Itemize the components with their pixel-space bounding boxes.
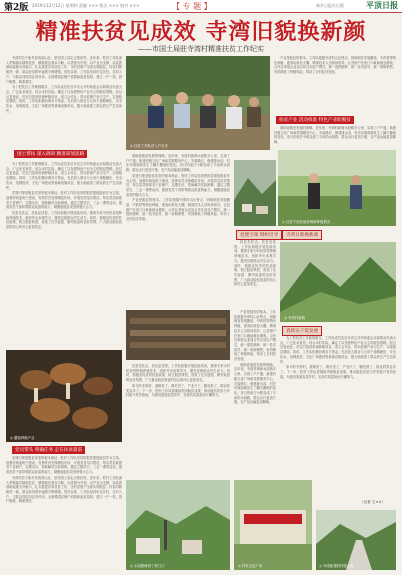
byline: （记者 王××） xyxy=(360,500,386,504)
intro-text: 寺湾村位于新乡县西部山区，是市国土局定点帮扶村。近年来，驻村工作队深入贯彻落实精准扶贫、精准脱贫基本方略，以党建为引领，以产业为支撑，以改善基础设施为突破口，扎实推进各项扶贫工作，全村贫困户全部实现脱贫，村容村貌焕然一新，群众获得感幸福感不断增强。驻村以来，工作队坚持吃住在村，走村入户，与群众同吃同住同劳动，全面摸清贫困户底数和致贫原因，建立一户一档，因户施策，精准帮扶。 为了把扶贫工作做细做实，工作队成员先后多次召开村两委会议和群众代表大会，广泛征求意见，结合本村实际，确定了以发展特色产业为主的脱贫思路。经过反复论证，决定引进食用菌种植项目，成立合作社，带动贫困户参与生产，实现稳定增收。同时，工作队积极协调各方资金，先后投入数百万元用于道路硬化、安全饮水、电网改造、文化广场建设等基础设施项目，极大地改善了群众的生产生活条件。 xyxy=(6,56,122,113)
caption-field-visit: ◎ 扶贫工作队员入户走访 xyxy=(130,144,168,148)
right-column-lower: 为了把扶贫工作做细做实，工作队成员先后多次召开村两委会议和群众代表大会，广泛征求意见，结合本村实际，确定了以发展特色产业为主的脱贫思路。经过反复论证，决定引进食用菌种植项目，成立合作社，带动贫困户参与生产，实现稳定增收。同时，工作队积极协调各方资金，先后投入数百万元用于道路硬化、安全饮水、电网改造、文化广场建设等基础设施项目，极大地改善了群众的生产生活条件。 如今的寺湾村，道路宽了，路灯亮了，产业兴了，腰包鼓了，群众的笑容多了。下一步，驻村工作队将继续巩固脱贫成果，推动脱贫攻坚与乡村振兴有效衔接，为建设美丽宜居乡村、实现共同富裕而不懈努力。 xyxy=(280,336,396,379)
subheadline: ——市国土局驻寺湾村精准扶贫工作纪实 xyxy=(138,45,264,53)
edition-note: 新乡日报社出版 xyxy=(316,3,344,8)
section-heading-party: 党建引领 组织引导 xyxy=(236,230,282,240)
caption-cement-road: ◎ 水泥路修到了家门口 xyxy=(130,564,165,568)
issue-meta: 2019年12月12日 星期四 责编 ××× 版式 ××× 校对 ××× xyxy=(32,3,140,8)
caption-village-road: ◎ 寺湾新建的村级公路 xyxy=(319,564,354,568)
photo-culture-square xyxy=(234,480,312,570)
masthead xyxy=(0,0,402,13)
section-heading-new-look: 寺湾日新换新颜 xyxy=(282,230,322,240)
right-column-text-1: 产业是脱贫的根本。工作队根据寺湾村山区特点，因地制宜发展蘑菇、中药材等特色种植，建成标准化大棚，聘请技术人员现场指导，让贫困户在家门口就能就业增收。合作社采取企业加合作社加农户模式，统一提供菌种、统一技术指导、统一收购销售，有效降低了种植风险，带动了全村经济发展。 xyxy=(274,56,396,75)
newspaper-logo: 平顶日报 xyxy=(366,0,398,10)
column3-lower: 产业是脱贫的根本。工作队根据寺湾村山区特点，因地制宜发展蘑菇、中药材等特色种植，建成标准化大棚，聘请技术人员现场指导，让贫困户在家门口就能就业增收。合作社采取企业加合作社加农户模式，统一提供菌种、统一技术指导、统一收购销售，有效降低了种植风险，带动了全村经济发展。 基础设施是发展的保障。近年来，寺湾村新修水泥路多公里，实现了户户通；新建村级文化广场和党群服务中心，安装路灯，修建排水沟，村庄环境面貌发生了翻天覆地的变化。昔日的泥泞小路变成了平坦的水泥路，群众出行更加方便，农产品运输更加顺畅。 xyxy=(234,310,276,405)
section-heading-industry: 扶贫产业 活动找准 特色产业助脱贫 xyxy=(276,116,354,124)
section-label: 【 专 题 】 xyxy=(172,2,212,11)
right-column-text-2: 基础设施是发展的保障。近年来，寺湾村新修水泥路多公里，实现了户户通；新建村级文化广场和党群服务中心，安装路灯，修建排水沟，村庄环境面貌发生了翻天覆地的变化。昔日的泥泞小路变成了平坦的水泥路，群众出行更加方便，农产品运输更加顺畅。 xyxy=(274,126,396,145)
photo-field-visit xyxy=(126,56,270,150)
column1-lower: 党建引领是脱贫攻坚的根本保证。驻村工作队坚持把抓党建促脱贫作为主线，加强村两委班子建设，发挥党员先锋模范作用，开展党员结对帮扶，每名党员联系若干贫困户，定期走访，帮助解决实际困难。通过主题党日、三会一课等活动，提高党员干部带领群众致富的能力，凝聚起脱贫攻坚的强大合力。 寺湾村位于新乡县西部山区，是市国土局定点帮扶村。近年来，驻村工作队深入贯彻落实精准扶贫、精准脱贫基本方略，以党建为引领，以产业为支撑，以改善基础设施为突破口，扎实推进各项扶贫工作，全村贫困户全部实现脱贫，村容村貌焕然一新，群众获得感幸福感不断增强。驻村以来，工作队坚持吃住在村，走村入户，与群众同吃同住同劳动，全面摸清贫困户底数和致贫原因，建立一户一档，因户施策，精准帮扶。 xyxy=(6,456,122,504)
photo-official-field xyxy=(278,150,396,226)
center-small-text: 扶贫先扶志，扶贫必扶智。工作队积极开展技能培训，邀请专家为村民讲授种植养殖技术，组织外出参观学习，激发贫困群众内生动力。同时，积极宣传党的扶贫政策，树立脱贫典型，营造了比学赶超、勤劳致富的良好氛围，广大群众脱贫致富的信心和决心更加坚定。 xyxy=(234,240,276,287)
photo-village xyxy=(234,160,276,226)
headline: 精准扶贫见成效 寺湾旧貌换新颜 xyxy=(35,19,367,45)
caption-hillside: ◎ 寺湾村新貌 xyxy=(284,316,305,320)
column1-body: 为了把扶贫工作做细做实，工作队成员先后多次召开村两委会议和群众代表大会，广泛征求意见，结合本村实际，确定了以发展特色产业为主的脱贫思路。经过反复论证，决定引进食用菌种植项目，成立合作社，带动贫困户参与生产，实现稳定增收。同时，工作队积极协调各方资金，先后投入数百万元用于道路硬化、安全饮水、电网改造、文化广场建设等基础设施项目，极大地改善了群众的生产生活条件。 党建引领是脱贫攻坚的根本保证。驻村工作队坚持把抓党建促脱贫作为主线，加强村两委班子建设，发挥党员先锋模范作用，开展党员结对帮扶，每名党员联系若干贫困户，定期走访，帮助解决实际困难。通过主题党日、三会一课等活动，提高党员干部带领群众致富的能力，凝聚起脱贫攻坚的强大合力。 扶贫先扶志，扶贫必扶智。工作队积极开展技能培训，邀请专家为村民讲授种植养殖技术，组织外出参观学习，激发贫困群众内生动力。同时，积极宣传党的扶贫政策，树立脱贫典型，营造了比学赶超、勤劳致富的良好氛围，广大群众脱贫致富的信心和决心更加坚定。 xyxy=(6,162,122,230)
photo-village-road xyxy=(316,510,396,570)
column2-body: 基础设施是发展的保障。近年来，寺湾村新修水泥路多公里，实现了户户通；新建村级文化广场和党群服务中心，安装路灯，修建排水沟，村庄环境面貌发生了翻天覆地的变化。昔日的泥泞小路变成了平坦的水泥路，群众出行更加方便，农产品运输更加顺畅。 党建引领是脱贫攻坚的根本保证。驻村工作队坚持把抓党建促脱贫作为主线，加强村两委班子建设，发挥党员先锋模范作用，开展党员结对帮扶，每名党员联系若干贫困户，定期走访，帮助解决实际困难。通过主题党日、三会一课等活动，提高党员干部带领群众致富的能力，凝聚起脱贫攻坚的强大合力。 产业是脱贫的根本。工作队根据寺湾村山区特点，因地制宜发展蘑菇、中药材等特色种植，建成标准化大棚，聘请技术人员现场指导，让贫困户在家门口就能就业增收。合作社采取企业加合作社加农户模式，统一提供菌种、统一技术指导、统一收购销售，有效降低了种植风险，带动了全村经济发展。 xyxy=(126,154,230,222)
photo-hillside xyxy=(280,242,396,322)
photo-mushroom-shed xyxy=(126,310,230,360)
page-number: 第2版 xyxy=(4,3,29,13)
photo-mushrooms xyxy=(6,350,122,442)
caption-official-field: ◎ 扶贫干部在地里调研种植情况 xyxy=(282,220,331,224)
caption-culture-square: ◎ 村民文化广场 xyxy=(238,564,263,568)
photo-cement-road xyxy=(126,480,230,570)
column2-lower: 扶贫先扶志，扶贫必扶智。工作队积极开展技能培训，邀请专家为村民讲授种植养殖技术，组织外出参观学习，激发贫困群众内生动力。同时，积极宣传党的扶贫政策，树立脱贫典型，营造了比学赶超、勤劳致富的良好氛围，广大群众脱贫致富的信心和决心更加坚定。 如今的寺湾村，道路宽了，路灯亮了，产业兴了，腰包鼓了，群众的笑容多了。下一步，驻村工作队将继续巩固脱贫成果，推动脱贫攻坚与乡村振兴有效衔接，为建设美丽宜居乡村、实现共同富裕而不懈努力。 xyxy=(126,364,230,398)
section-heading-research: 国土帮扶 深入调研 精准谋划思路 xyxy=(14,150,87,158)
section-heading-party-members: 党员带头 明确任务 走在扶贫最前 xyxy=(12,446,85,454)
caption-mushrooms: ◎ 蘑菇种植产业 xyxy=(10,436,35,440)
section-heading-practical: 真抓实干促发展 xyxy=(282,326,322,336)
